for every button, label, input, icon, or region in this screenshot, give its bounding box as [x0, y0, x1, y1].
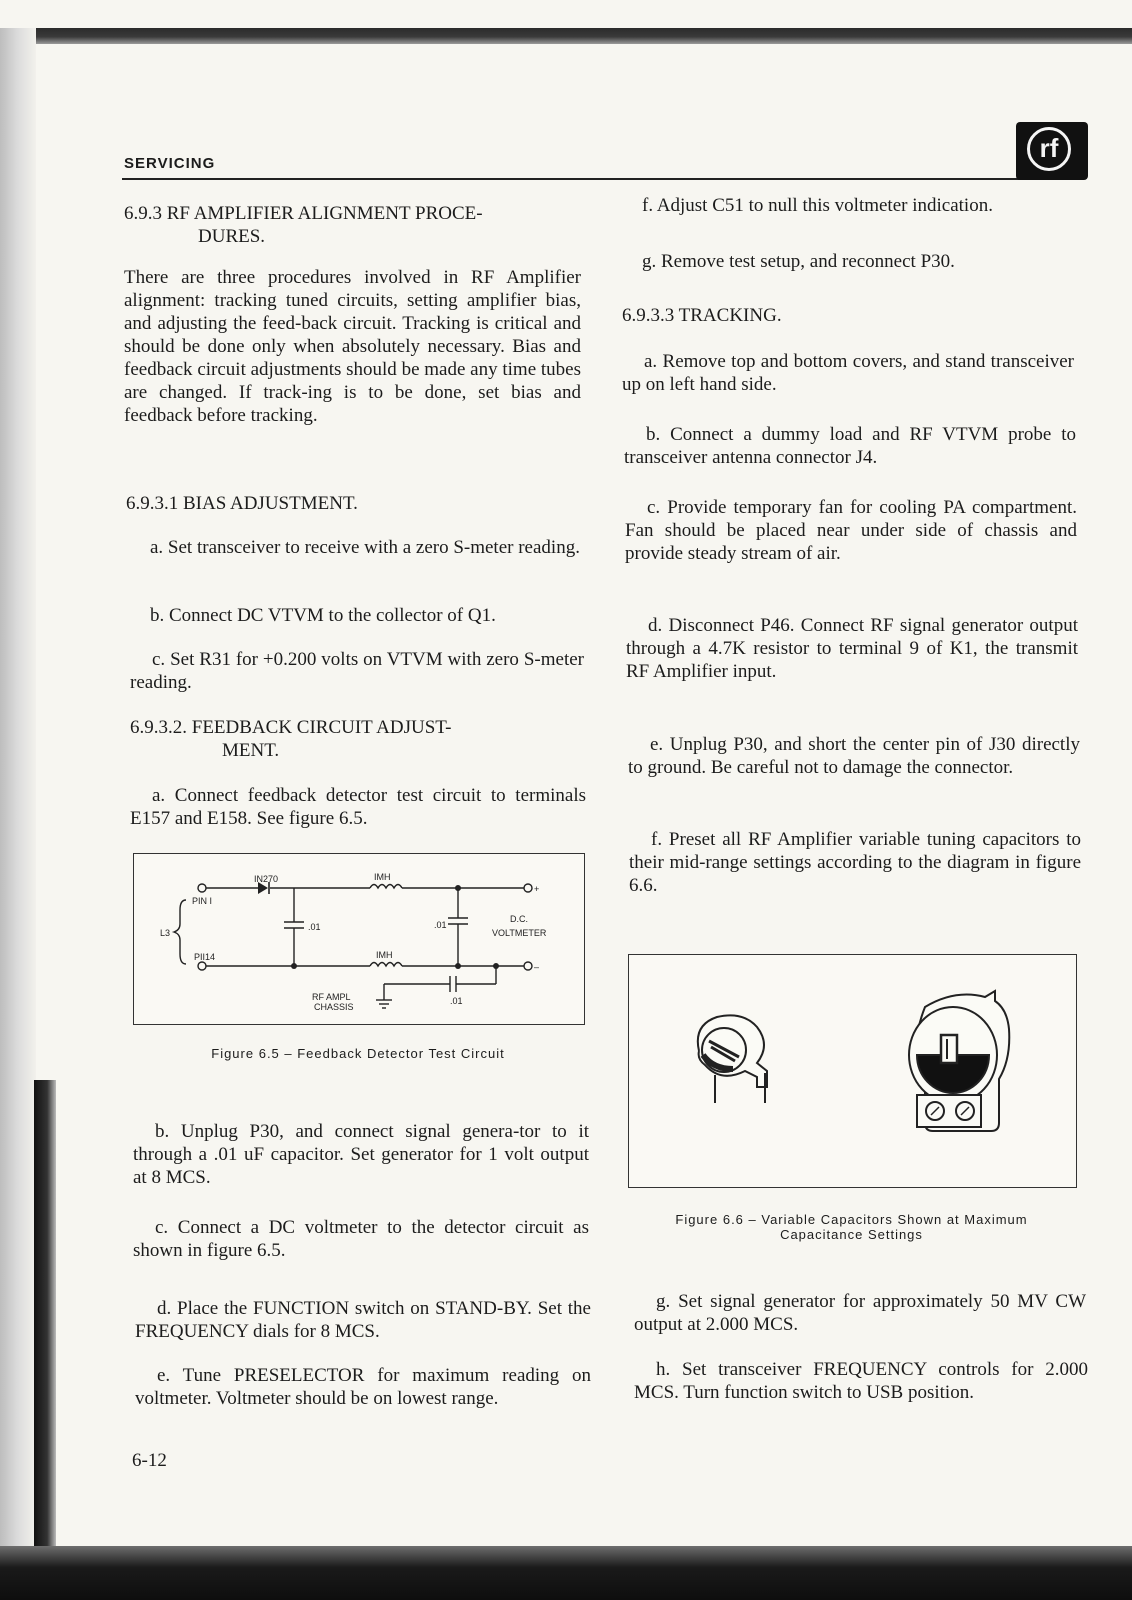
tracking-step-d: d. Disconnect P46. Connect RF signal generator output through a 4.7K resistor to terminal 9 of K1, the transmit RF Amplifier input.: [626, 615, 1078, 682]
feedback-step-b: b. Unplug P30, and connect signal genera-tor to it through a .01 uF capacitor. Set generator for 1 volt output at 8 MCS.: [133, 1121, 589, 1188]
label-chassis2: CHASSIS: [314, 1002, 354, 1012]
figure-6-5-caption: Figure 6.5 – Feedback Detector Test Circuit: [211, 1046, 505, 1061]
heading-6-9-3-3: 6.9.3.3 TRACKING.: [622, 305, 782, 326]
label-l3: L3: [160, 928, 171, 938]
tracking-step-h: h. Set transceiver FREQUENCY controls for 2.000 MCS. Turn function switch to USB position.: [634, 1359, 1088, 1403]
scan-left-edge: [0, 28, 36, 1600]
header-rule: [122, 178, 1020, 180]
figure-6-6-box: [628, 954, 1077, 1188]
page-number: 6-12: [132, 1450, 167, 1471]
feedback-step-d: d. Place the FUNCTION switch on STAND-BY. Set the FREQUENCY dials for 8 MCS.: [135, 1298, 591, 1342]
rf-logo-text: rf: [1027, 127, 1071, 171]
bias-step-a: a. Set transceiver to receive with a zero S-meter reading.: [150, 537, 580, 558]
label-cap2: .01: [434, 920, 447, 930]
figure-6-5-box: [133, 853, 585, 1025]
label-inductor-top: IMH: [374, 872, 391, 882]
label-diode: IN270: [254, 874, 279, 884]
variable-capacitors-drawing: [629, 955, 1076, 1187]
feedback-step-f: f. Adjust C51 to null this voltmeter indication.: [642, 195, 993, 216]
bias-step-b: b. Connect DC VTVM to the collector of Q1.: [150, 605, 496, 626]
tracking-step-c: c. Provide temporary fan for cooling PA compartment. Fan should be placed near under side of chassis and provide steady stream of air.: [625, 497, 1077, 564]
scan-bottom-edge: [0, 1546, 1132, 1600]
label-dc: D.C.: [510, 914, 528, 924]
rf-logo: [1016, 122, 1088, 180]
heading-6-9-3-1: 6.9.3.1 BIAS ADJUSTMENT.: [126, 493, 358, 514]
label-cap1: .01: [308, 922, 321, 932]
tracking-step-g: g. Set signal generator for approximately 50 MV CW output at 2.000 MCS.: [634, 1291, 1086, 1335]
label-cap3: .01: [450, 996, 463, 1006]
scan-binding-shadow: [34, 1080, 56, 1600]
feedback-step-c: c. Connect a DC voltmeter to the detector circuit as shown in figure 6.5.: [133, 1217, 589, 1261]
feedback-detector-circuit: [134, 854, 584, 1024]
section-label: SERVICING: [124, 155, 216, 172]
tracking-step-f: f. Preset all RF Amplifier variable tuning capacitors to their mid-range settings according to the diagram in figure 6.6.: [629, 829, 1081, 896]
heading-6-9-3-2-line2: MENT.: [222, 740, 280, 761]
small-trimmer-capacitor: [698, 1015, 767, 1103]
feedback-step-e: e. Tune PRESELECTOR for maximum reading on voltmeter. Voltmeter should be on lowest range.: [135, 1365, 591, 1409]
intro-paragraph: There are three procedures involved in RF Amplifier alignment: tracking tuned circuits, setting amplifier bias, and adjusting the feed-back circuit. Tracking is critical and should be done only when absolutely necessary. Bias and feedback circuit adjustments should be made any time tubes are changed. If track-ing is to be done, set bias and feedback before tracking.: [124, 267, 581, 426]
label-voltmeter: VOLTMETER: [492, 928, 547, 938]
heading-6-9-3-2: [130, 716, 590, 762]
label-plus: +: [534, 884, 540, 894]
large-trimmer-capacitor: [909, 991, 1009, 1131]
label-pin14: PII14: [194, 952, 216, 962]
label-pin1: PIN I: [192, 896, 213, 906]
label-minus: –: [534, 962, 540, 972]
label-chassis1: RF AMPL: [312, 992, 351, 1002]
heading-6-9-3-line1: 6.9.3 RF AMPLIFIER ALIGNMENT PROCE-: [124, 203, 483, 224]
tracking-step-e: e. Unplug P30, and short the center pin of J30 directly to ground. Be careful not to damage the connector.: [628, 734, 1080, 778]
figure-6-6-caption: [628, 1212, 1075, 1242]
bias-step-c: c. Set R31 for +0.200 volts on VTVM with zero S-meter reading.: [130, 649, 584, 693]
heading-6-9-3-2-line1: 6.9.3.2. FEEDBACK CIRCUIT ADJUST-: [130, 717, 452, 738]
label-inductor-bottom: IMH: [376, 950, 393, 960]
heading-6-9-3: [124, 202, 584, 248]
feedback-step-g: g. Remove test setup, and reconnect P30.: [642, 251, 955, 272]
tracking-step-b: b. Connect a dummy load and RF VTVM probe to transceiver antenna connector J4.: [624, 424, 1076, 468]
feedback-step-a: a. Connect feedback detector test circuit to terminals E157 and E158. See figure 6.5.: [130, 785, 586, 829]
figure-6-6-caption-line1: Figure 6.6 – Variable Capacitors Shown at Maximum: [675, 1212, 1028, 1227]
scan-top-edge: [0, 28, 1132, 44]
figure-6-6-caption-line2: Capacitance Settings: [780, 1227, 923, 1242]
heading-6-9-3-line2: DURES.: [198, 226, 266, 247]
tracking-step-a: a. Remove top and bottom covers, and stand transceiver up on left hand side.: [622, 351, 1074, 395]
